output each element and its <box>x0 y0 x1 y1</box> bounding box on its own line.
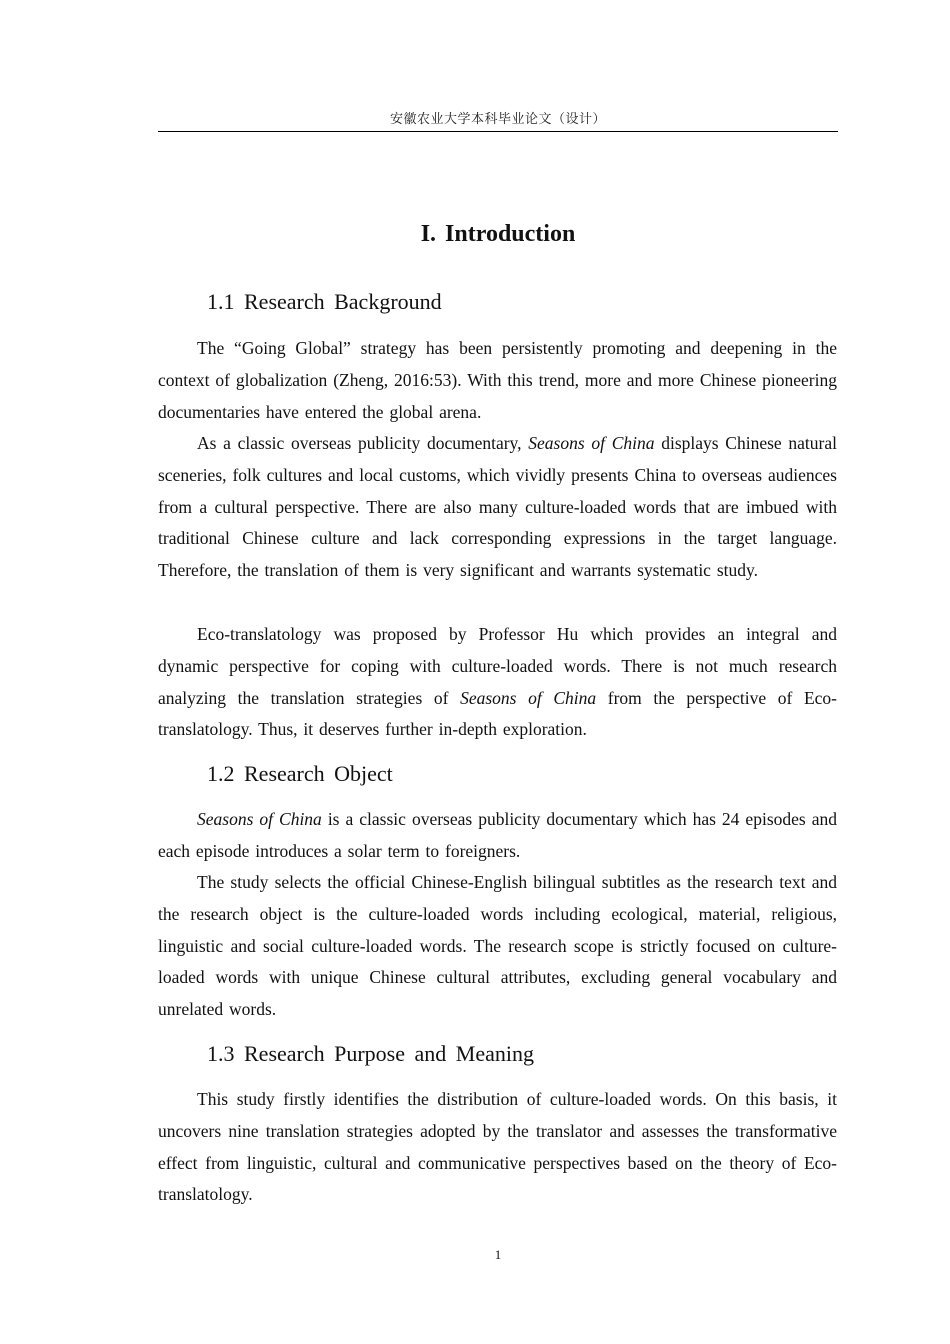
section-heading-1-1: 1.1 Research Background <box>207 289 442 314</box>
paragraph-object-1 <box>158 804 837 868</box>
paragraph-text: Eco-translatology was proposed by Professor Hu which provides an integral and dynamic perspective for coping with culture-loaded words. There is not much research analyzing the translation strategies of <box>158 624 837 708</box>
paragraph-text: from the perspective of Eco-translatology. Thus, it deserves further in-depth exploration. <box>158 687 837 740</box>
paragraph-object-2: The study selects the official Chinese-English bilingual subtitles as the research text and the research object is the culture-loaded words including ecological, material, religious, linguistic and social culture-loaded words. The research scope is strictly focused on culture-loaded words with unique Chinese cultural attributes, excluding general vocabulary and unrelated words. <box>158 872 837 1020</box>
paragraph-background-1: The “Going Global” strategy has been persistently promoting and deepening in the context of globalization (Zheng, 2016:53). With this trend, more and more Chinese pioneering documentaries have entered the global arena. <box>158 338 837 422</box>
documentary-title: Seasons of China <box>528 433 655 453</box>
paragraph-text: As a classic overseas publicity documentary, <box>197 433 529 453</box>
section-heading-1-2: 1.2 Research Object <box>207 761 393 786</box>
running-header: 安徽农业大学本科毕业论文（设计） <box>389 112 606 127</box>
paragraph-purpose-1: This study firstly identifies the distribution of culture-loaded words. On this basis, it uncovers nine translation strategies adopted by the translator and assesses the transformative effect from linguistic, cultural and communicative perspectives based on the theory of Eco-translatology. <box>158 1089 837 1205</box>
page-number: 1 <box>494 1247 502 1262</box>
paragraph-background-2 <box>158 428 837 587</box>
documentary-title: Seasons of China <box>460 687 597 708</box>
header-rule <box>158 131 838 132</box>
paragraph-background-3 <box>158 619 837 746</box>
documentary-title: Seasons of China <box>197 809 322 829</box>
section-heading-1-3: 1.3 Research Purpose and Meaning <box>207 1041 534 1066</box>
chapter-title: I. Introduction <box>420 221 576 247</box>
paragraph-text: is a classic overseas publicity documentary which has 24 episodes and each episode introduces a solar term to foreigners. <box>158 809 837 861</box>
paragraph-text: displays Chinese natural sceneries, folk cultures and local customs, which vividly presents China to overseas audiences from a cultural perspective. There are also many culture-loaded words that are imbued with traditional Chinese culture and lack corresponding expressions in the target language. Therefore, the translation of them is very significant and warrants systematic study. <box>158 433 837 581</box>
